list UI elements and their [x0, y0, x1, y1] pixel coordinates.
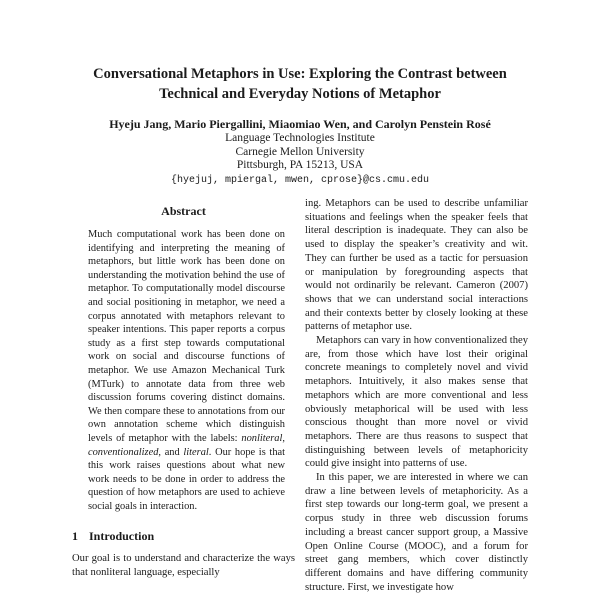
email-line: {hyejuj, mpiergal, mwen, cprose}@cs.cmu.edu [170, 174, 430, 186]
paper-title-line-1: Conversational Metaphors in Use: Exploring the Contrast between [93, 66, 507, 82]
affiliation-institute: Language Technologies Institute [225, 132, 375, 144]
paper-title [0, 64, 600, 104]
body-paragraph-conventionalization: Metaphors can vary in how conventionalized they are, from those which have lost their original concrete meanings to completely novel and vivid metaphors. Intuitively, it also makes sense that metaphors which are more conventional and less obviously metaphorical will be used with less conscious thought than more novel or vivid metaphors. There are thus reasons to suspect that distinguishing between levels of metaphoricity could give insight into patterns of use. [305, 335, 528, 470]
section-title: Introduction [89, 529, 155, 544]
affiliation-address: Pittsburgh, PA 15213, USA [236, 159, 364, 171]
body-paragraph-corpus-study: In this paper, we are interested in where we can draw a line between levels of metaphoricity. As a first step towards our long-term goal, we present a corpus study in three web discussion forums including a breast cancer support group, a Massive Open Online Course (MOOC), and a forum for street gang members, which cover distinctly different domains and have differing community structure. First, we investigate how [305, 472, 528, 593]
body-paragraph-continuation: ing. Metaphors can be used to describe unfamiliar situations and feelings when the speaker feels that literal description is inadequate. They can also be used to display the speaker’s creativity and wit. They can further be used as a tactic for persuasion or manipulation by foregrounding aspects that would not ordinarily be relevant. Cameron (2007) shows that we can understand social interactions and their contexts better by closely looking at these patterns of metaphor use. [305, 198, 528, 333]
authors-line: Hyeju Jang, Mario Piergallini, Miaomiao Wen, and Carolyn Penstein Rosé [109, 117, 491, 131]
abstract-heading: Abstract [161, 204, 206, 218]
left-column [72, 197, 295, 580]
right-column [305, 197, 528, 594]
section-heading-introduction [72, 529, 295, 543]
paper-title-line-2: Technical and Everyday Notions of Metaphor [159, 86, 441, 102]
paper-header [0, 64, 600, 187]
affiliation-university: Carnegie Mellon University [235, 145, 365, 158]
introduction-paragraph: Our goal is to understand and characterize the ways that nonliteral language, especially [72, 553, 295, 579]
section-number: 1 [72, 529, 78, 544]
abstract-text: Much computational work has been done on identifying and interpreting the meaning of metaphors, but little work has been done on understanding the motivation behind the use of metaphor. To computationally model discourse and social positioning in metaphor, we need a corpus annotated with metaphors relevant to speaker intentions. This paper reports a corpus study as a first step towards computational work on social and discourse functions of metaphor. We use Amazon Mechanical Turk (MTurk) to annotate data from three web discussion forums covering distinct domains. We then compare these to annotations from our own annotation scheme which distinguish levels of metaphor with the labels: nonliteral, conventionalized, and literal. Our hope is that this work raises questions about what new work needs to be done in order to address the question of how metaphors are used to achieve social goals in interaction. [88, 229, 286, 512]
